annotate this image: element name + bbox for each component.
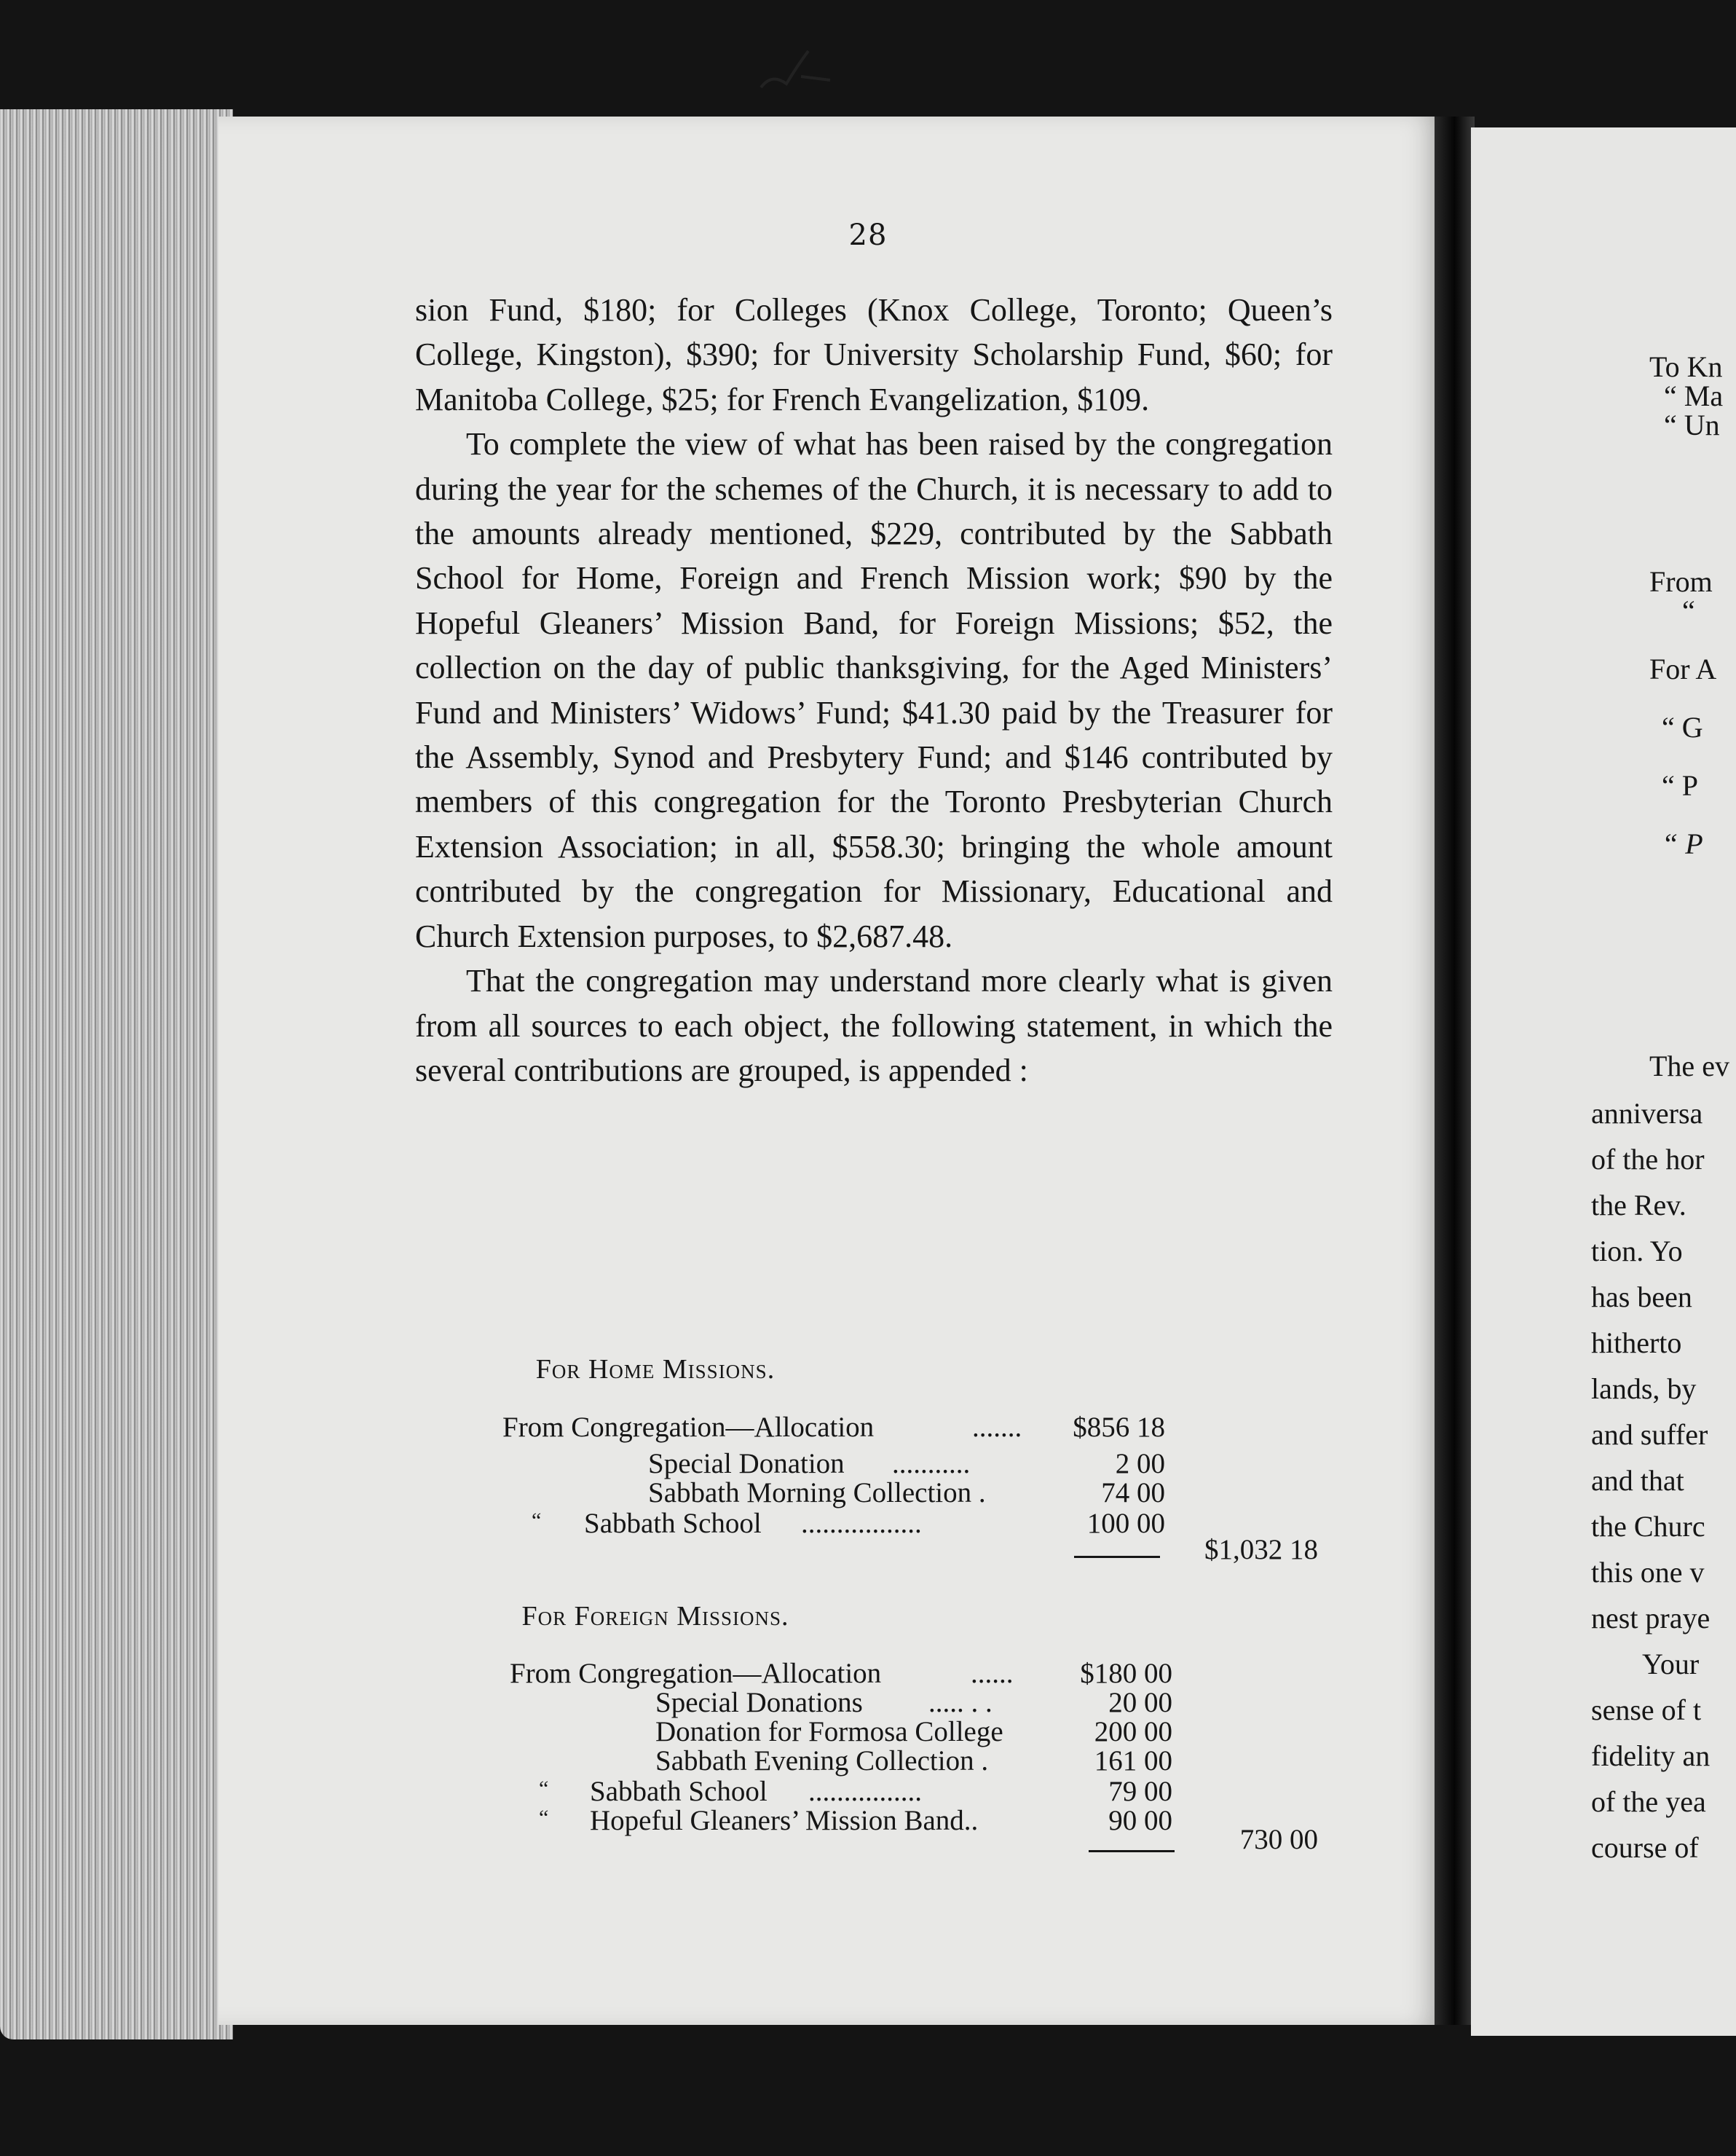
fragment: anniversa <box>1591 1097 1703 1130</box>
fragment: “ P <box>1662 827 1703 860</box>
paragraph: To complete the view of what has been raised by the congregation during the year for the schemes of the Church, it is necessary to add to the amounts already mentioned, $229, contributed by the Sabbath School for Home, Foreign and French Mission work; $90 by the Hopeful Gleaners’ Mission Band, for Foreign Missions; $52, the collection on the day of public thanksgiving, for the Aged Ministers’ Fund and Ministers’ Widows’ Fund; $41.30 paid by the Treasurer for the Assembly, Synod and Presbytery Fund; and $146 contributed by members of this congregation for the Toronto Presbyterian Church Extension Association; in all, $558.30; bringing the whole amount contributed by the congregation for Missionary, Educational and Church Extension purposes, to $2,687.48. <box>415 426 1333 954</box>
ledger-dots: ...... <box>971 1658 1014 1689</box>
foreign-missions-total: 730 00 <box>1239 1824 1318 1855</box>
fragment: From <box>1649 565 1713 598</box>
book-page-edges <box>0 109 233 2039</box>
ledger-amount: $180 00 <box>1080 1658 1172 1689</box>
fragment: course of <box>1591 1831 1699 1864</box>
ledger-label: Special Donation <box>648 1448 845 1479</box>
fragment: For A <box>1649 653 1717 685</box>
ditto-mark: “ <box>539 1806 549 1830</box>
home-missions-heading: For Home Missions. <box>535 1354 776 1385</box>
ledger-label: Sabbath Morning Collection . <box>648 1477 986 1508</box>
ditto-mark: “ <box>539 1777 549 1801</box>
ledger-dots: ....... <box>972 1412 1022 1443</box>
ledger-amount: 20 00 <box>1108 1687 1172 1718</box>
ledger-amount: 2 00 <box>1115 1448 1165 1479</box>
fragment: “ G <box>1662 711 1703 744</box>
fragment: Your <box>1642 1648 1700 1680</box>
ledger-label: Sabbath School <box>584 1508 762 1539</box>
fragment: has been <box>1591 1280 1692 1313</box>
ledger-label: Special Donations <box>655 1687 863 1718</box>
ditto-mark: “ <box>532 1508 542 1533</box>
ledger-label: Donation for Formosa College <box>655 1716 1003 1747</box>
fragment: and suffer <box>1591 1418 1708 1451</box>
fragment: nest praye <box>1591 1602 1711 1634</box>
home-missions-total: $1,032 18 <box>1204 1534 1318 1565</box>
sum-rule <box>1089 1850 1175 1852</box>
fragment: and that <box>1591 1464 1684 1497</box>
fragment: “ <box>1682 594 1695 627</box>
ledger-amount: $856 18 <box>1073 1412 1165 1443</box>
right-page-text <box>1471 127 1736 2036</box>
fragment: The ev <box>1649 1050 1729 1082</box>
fragment: of the hor <box>1591 1143 1705 1176</box>
book-gutter <box>1435 117 1475 2025</box>
fragment: this one v <box>1591 1556 1705 1589</box>
ledger-amount: 79 00 <box>1108 1776 1172 1807</box>
ledger-amount: 161 00 <box>1094 1745 1172 1777</box>
ledger-dots: ..... . . <box>928 1687 993 1718</box>
ledger-label: From Congregation—Allocation <box>502 1412 875 1443</box>
ledger-label: Hopeful Gleaners’ Mission Band.. <box>590 1805 979 1836</box>
foreign-missions-heading: For Foreign Missions. <box>521 1601 789 1632</box>
ledger-label: From Congregation—Allocation <box>510 1658 882 1689</box>
fragment: To Kn <box>1649 350 1723 383</box>
ledger-amount: 100 00 <box>1086 1508 1165 1539</box>
ink-mark <box>757 44 845 102</box>
fragment: “ P <box>1662 769 1698 802</box>
fragment: sense of t <box>1591 1693 1702 1726</box>
fragment: hitherto <box>1591 1326 1682 1359</box>
ledger-dots: ................ <box>808 1776 922 1807</box>
ledger-dots: ........... <box>892 1448 971 1479</box>
ledger-amount: 90 00 <box>1108 1805 1172 1836</box>
sum-rule <box>1074 1556 1160 1558</box>
paragraph: That the congregation may understand more clearly what is given from all sources to each object, the following statement, in which the several contributions are grouped, is appended : <box>415 963 1333 1088</box>
fragment: lands, by <box>1591 1372 1697 1405</box>
fragment: fidelity an <box>1591 1739 1711 1772</box>
fragment: tion. Yo <box>1591 1235 1683 1267</box>
ledger-amount: 74 00 <box>1101 1477 1165 1508</box>
fragment: “ Ma <box>1664 379 1724 412</box>
page-number: 28 <box>848 219 888 252</box>
fragment: the Rev. <box>1591 1189 1686 1221</box>
ledger-label: Sabbath Evening Collection . <box>655 1745 989 1777</box>
fragment: “ Un <box>1664 409 1720 441</box>
ledger-label: Sabbath School <box>590 1776 768 1807</box>
fragment: the Churc <box>1591 1510 1705 1543</box>
paragraph: sion Fund, $180; for Colleges (Knox College, Toronto; Queen’s College, Kingston), $390; for University Scholarship Fund, $60; for Manitoba College, $25; for French Evangelization, $109. <box>415 292 1333 417</box>
ledger-amount: 200 00 <box>1094 1716 1172 1747</box>
ledger-dots: ................. <box>801 1508 922 1539</box>
body-text <box>415 288 1333 1093</box>
fragment: of the yea <box>1591 1785 1706 1818</box>
